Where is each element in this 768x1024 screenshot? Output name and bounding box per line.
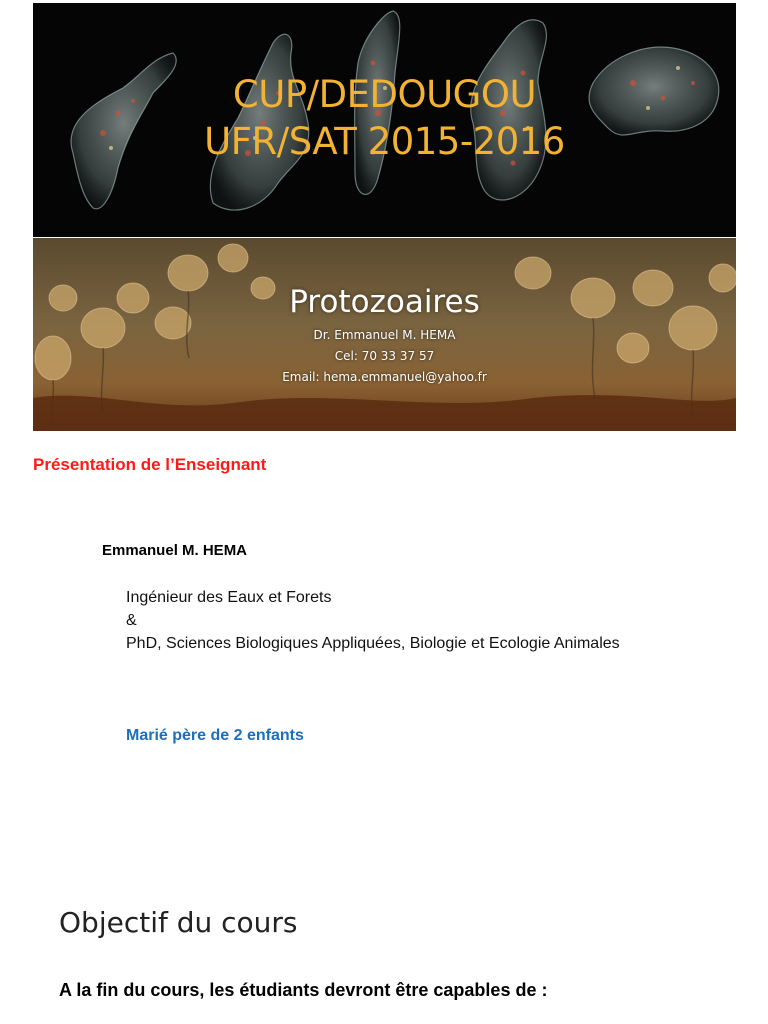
presentation-heading: Présentation de l’Enseignant [33, 455, 267, 474]
cover-slide [33, 238, 736, 431]
banner-title-line-2: UFR/SAT 2015-2016 [204, 120, 565, 163]
objective-heading: Objectif du cours [59, 906, 298, 939]
objective-lead: A la fin du cours, les étudiants devront être capables de : [59, 980, 548, 1000]
title-slide-banner [33, 3, 736, 237]
banner-title [33, 71, 736, 165]
credential-ampersand: & [126, 612, 137, 629]
credential-phd: PhD, Sciences Biologiques Appliquées, Biologie et Ecologie Animales [126, 635, 620, 652]
banner-title-line-1: CUP/DEDOUGOU [232, 73, 537, 116]
phone-number: Cel: 70 33 37 57 [334, 349, 435, 363]
email-address: Email: hema.emmanuel@yahoo.fr [282, 370, 487, 384]
course-title: Protozoaires [289, 284, 480, 320]
teacher-name: Emmanuel M. HEMA [102, 542, 248, 559]
author-name: Dr. Emmanuel M. HEMA [313, 328, 456, 342]
family-status: Marié père de 2 enfants [126, 727, 304, 744]
credential-engineer: Ingénieur des Eaux et Forets [126, 589, 332, 606]
